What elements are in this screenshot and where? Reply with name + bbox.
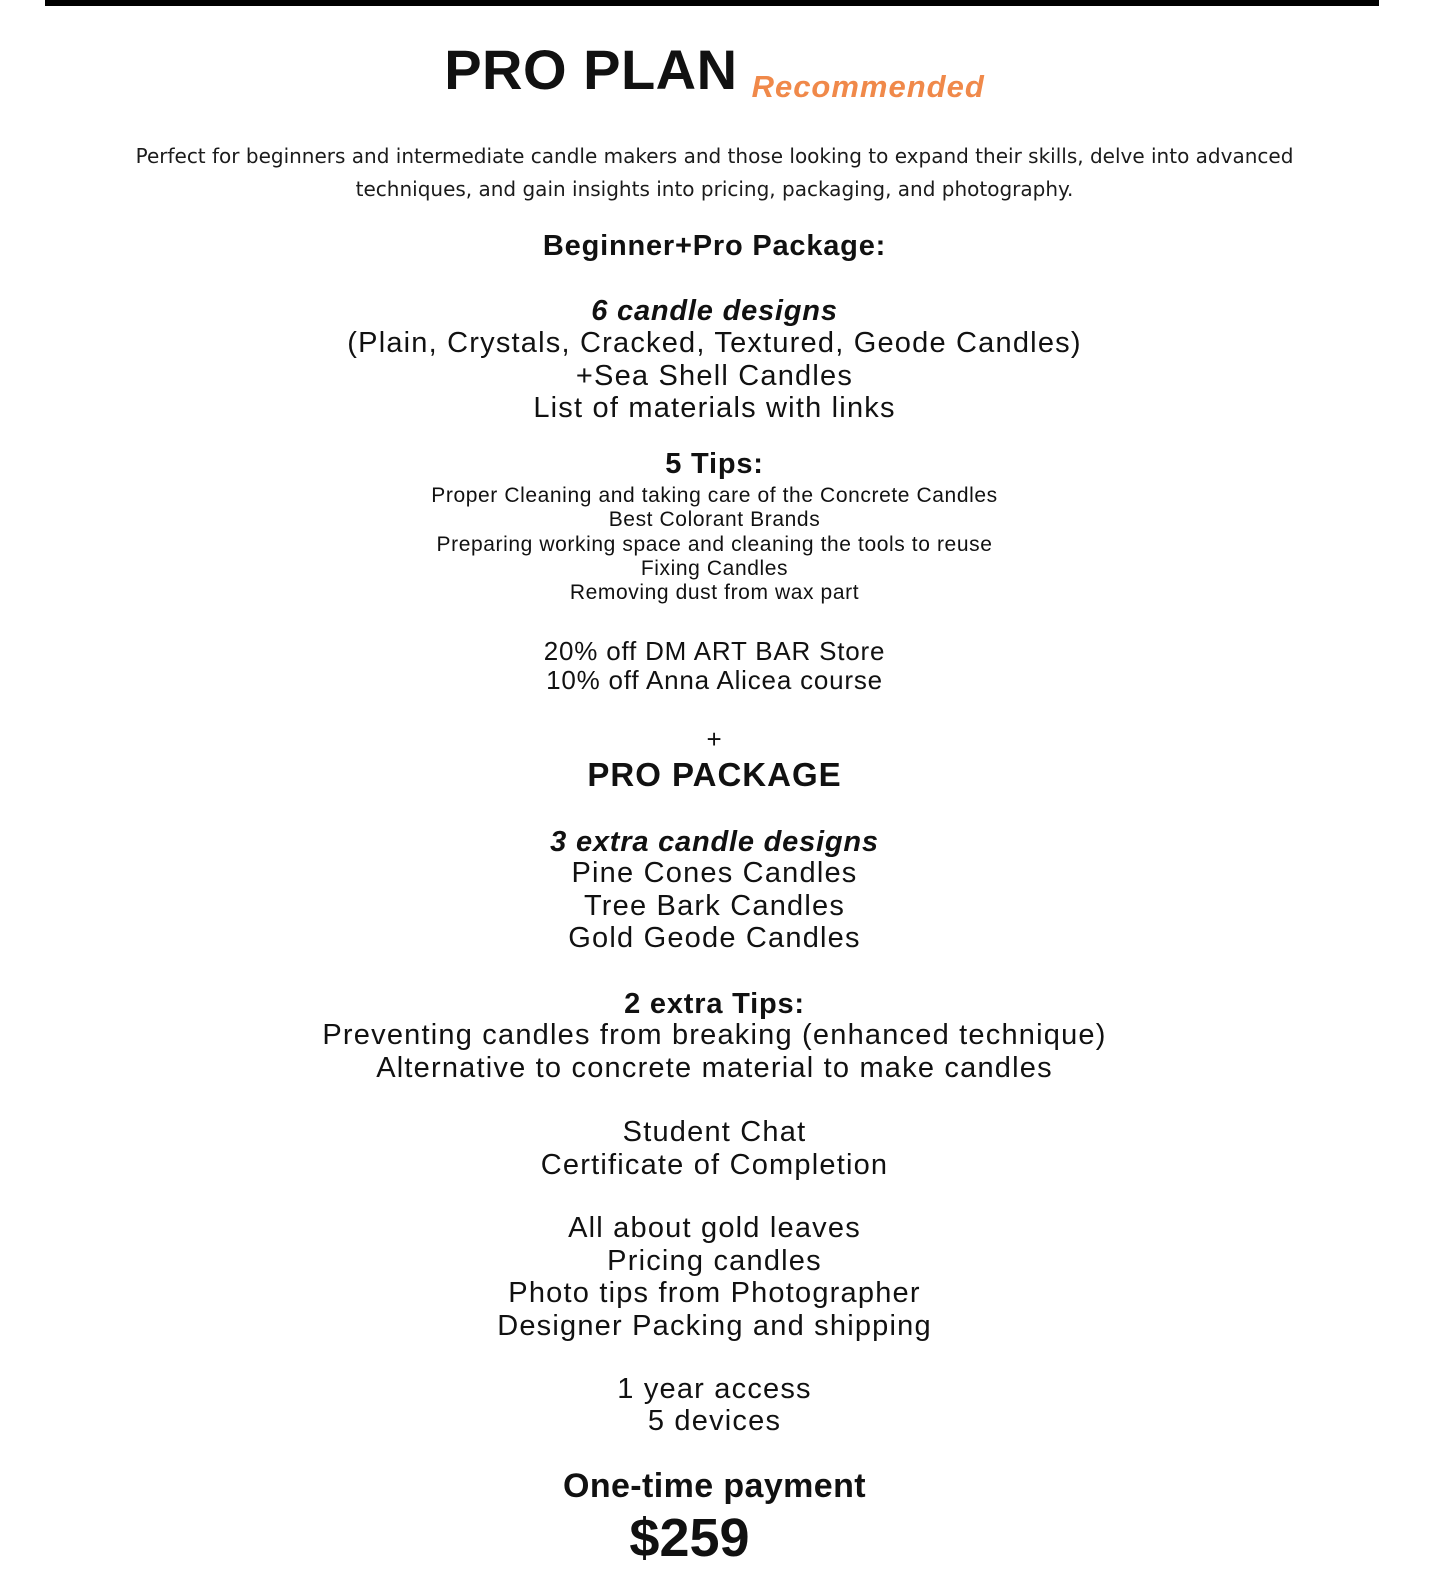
beginner-tips-heading: 5 Tips:	[665, 448, 764, 480]
list-item: Fixing Candles	[640, 556, 789, 580]
discounts-list	[0, 637, 1429, 695]
top-border	[45, 0, 1379, 6]
list-item: All about gold leaves	[568, 1212, 861, 1244]
pro-tips-heading: 2 extra Tips:	[624, 988, 805, 1020]
beginner-designs-list	[0, 327, 1429, 425]
list-item: Certificate of Completion	[540, 1148, 889, 1181]
list-item: Proper Cleaning and taking care of the Concrete Candles	[431, 484, 998, 507]
list-item: Designer Packing and shipping	[497, 1309, 932, 1342]
plus-sign: +	[706, 724, 723, 754]
list-item: 1 year access	[617, 1373, 812, 1405]
pro-designs-list	[0, 857, 1429, 955]
description-line: techniques, and gain insights into pricing, packaging, and photography.	[355, 177, 1074, 201]
list-item: Pine Cones Candles	[571, 857, 858, 889]
beginner-tips-list	[0, 484, 1429, 605]
plan-title-text: PRO PLAN	[444, 38, 738, 101]
list-item: Photo tips from Photographer	[508, 1277, 921, 1309]
payment-label: One-time payment	[562, 1467, 867, 1505]
list-item: Gold Geode Candles	[568, 922, 861, 954]
pro-designs-heading: 3 extra candle designs	[550, 826, 879, 858]
list-item: 20% off DM ART BAR Store	[543, 636, 886, 666]
plan-title	[0, 38, 1429, 111]
extras-list	[0, 1212, 1429, 1342]
perks-list	[0, 1116, 1429, 1181]
beginner-designs-heading: 6 candle designs	[591, 295, 838, 327]
list-item: Student Chat	[622, 1116, 807, 1148]
pro-tips-list	[0, 1019, 1429, 1084]
access-list	[0, 1374, 1429, 1437]
description-line: Perfect for beginners and intermediate candle makers and those looking to expand their skills, delve into advanced	[135, 144, 1294, 168]
list-item: Alternative to concrete material to make candles	[376, 1051, 1053, 1084]
list-item: Best Colorant Brands	[608, 508, 821, 532]
plan-description	[0, 140, 1429, 206]
price: $259	[629, 1508, 750, 1568]
recommended-badge: Recommended	[751, 69, 985, 104]
list-item: Removing dust from wax part	[569, 581, 860, 605]
list-item: (Plain, Crystals, Cracked, Textured, Geode Candles)	[347, 327, 1082, 359]
beginner-heading: Beginner+Pro Package:	[542, 230, 887, 262]
list-item: Preparing working space and cleaning the tools to reuse	[436, 532, 993, 556]
list-item: 5 devices	[647, 1404, 782, 1437]
list-item: 10% off Anna Alicea course	[546, 665, 883, 695]
list-item: Pricing candles	[607, 1244, 822, 1277]
pro-package-heading: PRO PACKAGE	[587, 756, 842, 793]
list-item: List of materials with links	[533, 392, 896, 424]
list-item: +Sea Shell Candles	[575, 359, 854, 392]
list-item: Preventing candles from breaking (enhanced technique)	[322, 1019, 1107, 1051]
list-item: Tree Bark Candles	[583, 889, 846, 922]
